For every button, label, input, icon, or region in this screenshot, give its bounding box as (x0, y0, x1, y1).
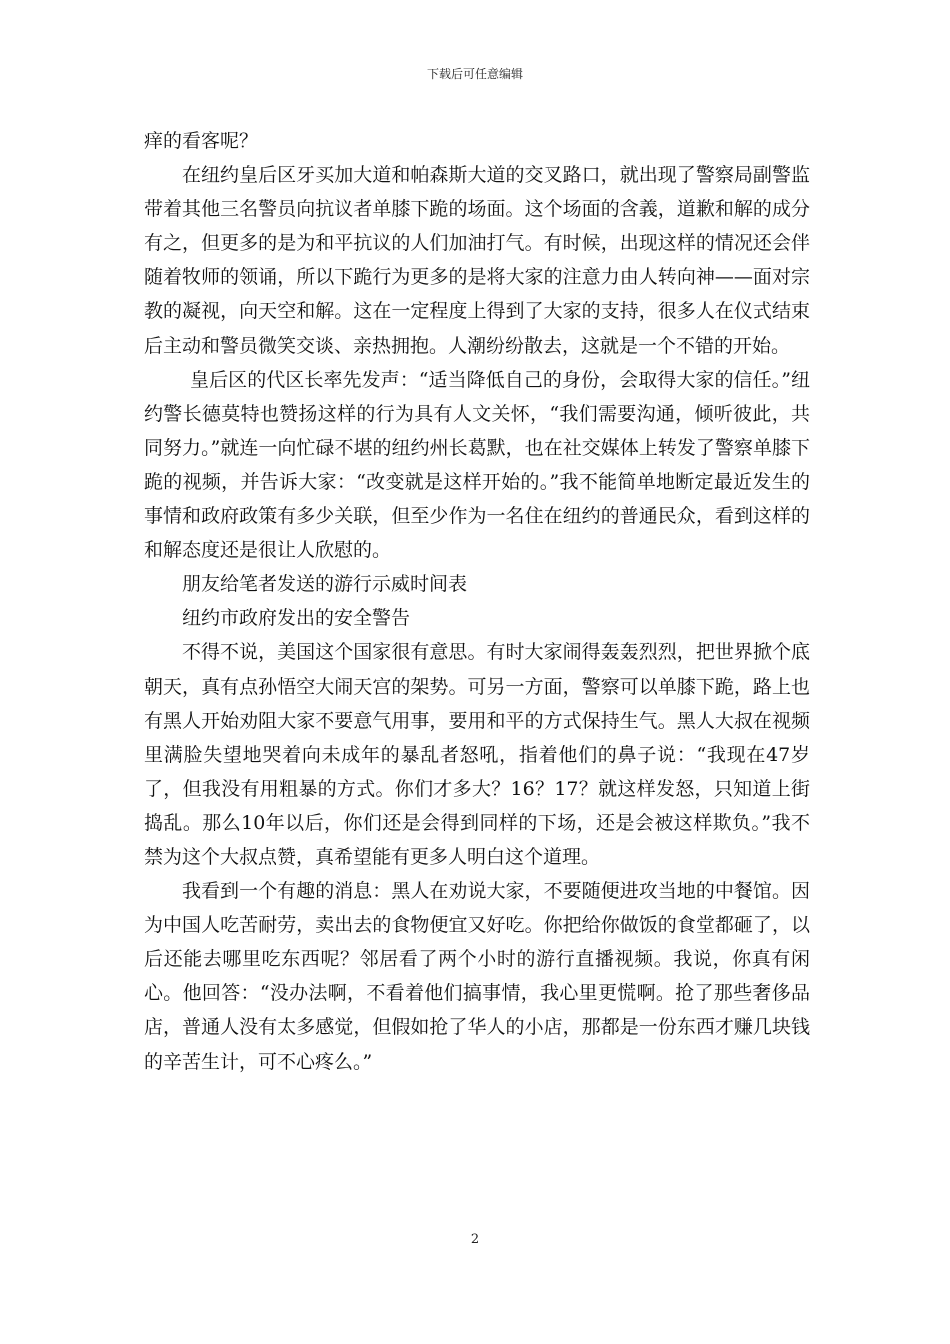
page-number: 2 (470, 1232, 480, 1247)
page-header: 下载后可任意编辑 (426, 67, 523, 81)
paragraph-chinese-restaurants: 我看到一个有趣的消息：黑人在劝说大家，不要随便进攻当地的中餐馆。因为中国人吃苦耐劳，卖出去的食物便宜又好吃。你把给你做饭的食堂都砸了，以后还能去哪里吃东西呢？邻居看了两个小时的游行直播视频。我说，你真有闲心。他回答：“没办法啊，不看着他们搞事情，我心里更慌啊。抢了那些奢侈品店，普通人没有太多感觉，但假如抢了华人的小店，那都是一份东西才赚几块钱的辛苦生计，可不心疼么。” (144, 880, 810, 1073)
paragraph-officials-response: 皇后区的代区长率先发声：“适当降低自己的身份，会取得大家的信任。”纽约警长德莫特也赞扬这样的行为具有人文关怀，“我们需要沟通，倾听彼此，共同努力。”就连一向忙碌不堪的纽约州长葛默，也在社交媒体上转发了警察单膝下跪的视频，并告诉大家：“改变就是这样开始的。”我不能简单地断定最近发生的事情和政府政策有多少关联，但至少作为一名住在纽约的普通民众，看到这样的和解态度还是很让人欣慰的。 (144, 368, 810, 562)
paragraph-continuation: 痒的看客呢？ (144, 130, 259, 152)
paragraph-queens-kneeling: 在纽约皇后区牙买加大道和帕森斯大道的交叉路口，就出现了警察局副警监带着其他三名警员向抗议者单膝下跪的场面。这个场面的含義，道歉和解的成分有之，但更多的是为和平抗议的人们加油打气。有时候，出现这样的情况还会伴随着牧师的领诵，所以下跪行为更多的是将大家的注意力由人转向神——面对宗教的凝视，向天空和解。这在一定程度上得到了大家的支持，很多人在仪式结束后主动和警员微笑交谈、亲热拥抱。人潮纷纷散去，这就是一个不错的开始。 (144, 164, 810, 357)
paragraph-america-interesting: 不得不说，美国这个国家很有意思。有时大家闹得轰轰烈烈，把世界掀个底朝天，真有点孙悟空大闹天宫的架势。可另一方面，警察可以单膝下跪，路上也有黑人开始劝阻大家不要意气用事，要用和平的方式保持生气。黑人大叔在视频里满脸失望地哭着向未成年的暴乱者怒吼，指着他们的鼻子说：“我现在47岁了，但我没有用粗暴的方式。你们才多大？16？17？就这样发怒，只知道上街捣乱。那么10年以后，你们还是会得到同样的下场，还是会被这样欺负。”我不禁为这个大叔点赞，真希望能有更多人明白这个道理。 (144, 641, 810, 868)
document-body (144, 124, 810, 1079)
image-caption-safety-warning: 纽约市政府发出的安全警告 (182, 607, 411, 630)
image-caption-protest-schedule: 朋友给笔者发送的游行示威时间表 (182, 573, 468, 596)
